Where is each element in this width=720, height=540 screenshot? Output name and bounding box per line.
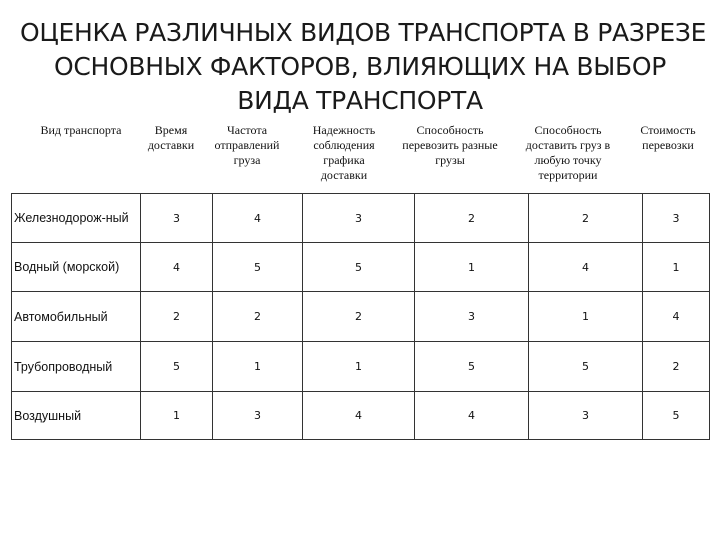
table-row: [12, 392, 710, 440]
score-cell: 1: [303, 342, 415, 392]
score-cell: 4: [213, 194, 303, 243]
table-row: [12, 342, 710, 392]
score-cell: 1: [643, 243, 710, 292]
score-cell: 2: [213, 292, 303, 342]
title-line-3: ВИДА ТРАНСПОРТА: [237, 86, 483, 115]
transport-evaluation-table: [11, 193, 710, 440]
header-cargo-versatility: Способность перевозить разные грузы: [402, 123, 498, 167]
score-cell: 2: [415, 194, 529, 243]
score-cell: 3: [643, 194, 710, 243]
score-cell: 1: [141, 392, 213, 440]
score-cell: 2: [529, 194, 643, 243]
score-cell: 5: [213, 243, 303, 292]
title-line-1: ОЦЕНКА РАЗЛИЧНЫХ ВИДОВ ТРАНСПОРТА В РАЗРЕЗЕ: [20, 18, 707, 47]
score-cell: 2: [643, 342, 710, 392]
score-cell: 4: [529, 243, 643, 292]
header-transport-cost: Стоимость перевозки: [640, 123, 696, 152]
header-delivery-time: Время доставки: [147, 123, 195, 152]
header-shipment-frequency: Частота отправлений груза: [214, 123, 280, 167]
score-cell: 3: [529, 392, 643, 440]
score-cell: 1: [529, 292, 643, 342]
score-cell: 3: [213, 392, 303, 440]
score-cell: 5: [415, 342, 529, 392]
table-row: [12, 243, 710, 292]
row-label: Воздушный: [12, 392, 141, 440]
row-label: Трубопроводный: [12, 342, 141, 392]
row-label: Автомобильный: [12, 292, 141, 342]
score-cell: 2: [303, 292, 415, 342]
title-line-2: ОСНОВНЫХ ФАКТОРОВ, ВЛИЯЮЩИХ НА ВЫБОР: [53, 52, 667, 81]
score-cell: 5: [141, 342, 213, 392]
score-cell: 3: [141, 194, 213, 243]
score-cell: 3: [303, 194, 415, 243]
score-cell: 4: [415, 392, 529, 440]
row-label: Железнодорож-ный: [12, 194, 141, 243]
score-cell: 4: [303, 392, 415, 440]
header-delivery-reach: Способность доставить груз в любую точку территории: [525, 123, 611, 182]
score-cell: 1: [213, 342, 303, 392]
score-cell: 4: [141, 243, 213, 292]
header-schedule-reliability: Надежность соблюдения графика доставки: [312, 123, 376, 182]
score-cell: 4: [643, 292, 710, 342]
score-cell: 3: [415, 292, 529, 342]
row-label: Водный (морской): [12, 243, 141, 292]
score-cell: 2: [141, 292, 213, 342]
score-cell: 1: [415, 243, 529, 292]
score-cell: 5: [643, 392, 710, 440]
score-cell: 5: [529, 342, 643, 392]
table-row: [12, 292, 710, 342]
table-row: [12, 194, 710, 243]
score-cell: 5: [303, 243, 415, 292]
slide-title: [20, 16, 707, 118]
header-transport-type: Вид транспорта: [40, 123, 122, 137]
